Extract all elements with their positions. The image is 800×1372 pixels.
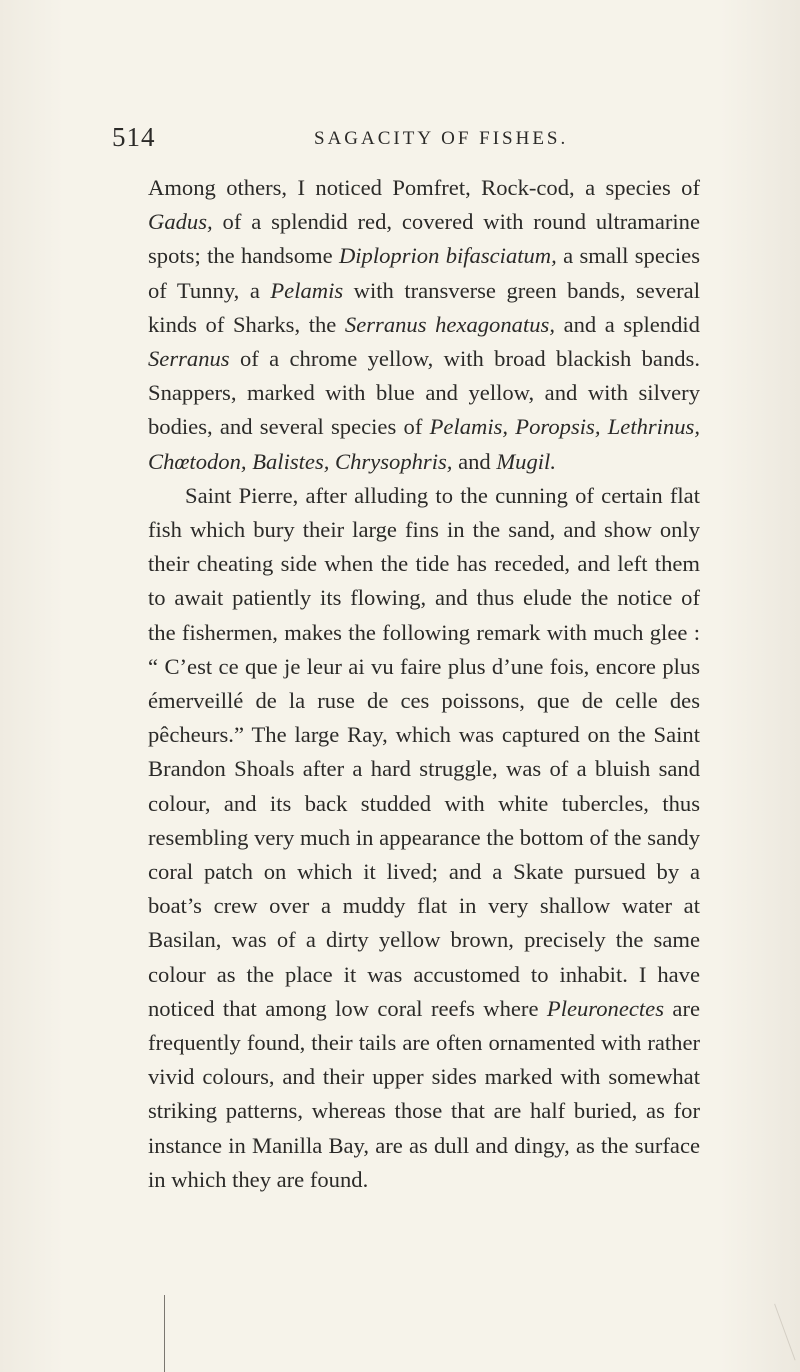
margin-rule [164,1295,165,1372]
text-run: are frequently found, their tails are often ornamented with rather vivid colours, and their upper sides marked with somewhat striking patterns, whereas those that are half buried, as for instance in Manilla Bay, are as dull and dingy, as the surface in which they are found. [148,995,700,1192]
text-run: and [452,448,497,474]
body-text [148,171,700,1197]
text-run: of a splendid red, covered with round ultramarine spots; the handsome [148,209,700,269]
page-header [112,122,732,158]
italic-text: Gadus, [148,209,213,235]
text-run: a small species of Tunny, a [148,243,700,303]
italic-text: Pelamis [270,277,344,303]
text-run: Among others, I noticed Pomfret, Rock-cod, a species of [148,175,700,200]
italic-text: Pelamis, Poropsis, Lethrinus, Chœtodon, Balistes, Chrysophris, [148,414,700,474]
text-run: Saint Pierre, after alluding to the cunning of certain flat fish which bury their large fins in the sand, and show only their cheating side when the tide has receded, and left them to await patiently its flowing, and thus elude the notice of the fishermen, makes the following remark with much glee : “ C’est ce que je leur ai vu faire plus d’une fois, encore plus émerveillé de la ruse de ces poissons, que de celle des pêcheurs.” The large Ray, which was captured on the Saint Brandon Shoals after a hard struggle, was of a bluish sand colour, and its back studded with white tubercles, thus resembling very much in appearance the bottom of the sandy coral patch on which it lived; and a Skate pursued by a boat’s crew over a muddy flat in very shallow water at Basilan, was of a dirty yellow brown, precisely the same colour as the place it was accustomed to inhabit. I have noticed that among low coral reefs where [148,482,700,1021]
page-edge-mark [774,1300,800,1361]
text-run: of a chrome yellow, with broad blackish bands. Snappers, marked with blue and yellow, and with silvery bodies, and several species of [148,346,700,440]
italic-text: Serranus hexagonatus, [344,311,555,337]
paragraph [148,171,700,479]
running-head: SAGACITY OF FISHES. [314,128,569,149]
page-number: 514 [112,122,156,152]
italic-text: Pleuronectes [546,995,664,1021]
italic-text: Diploprion bifasciatum, [338,243,557,269]
italic-text: Mugil. [496,448,556,474]
italic-text: Serranus [148,346,230,372]
text-run: and a splendid [554,311,700,337]
paragraph [148,479,700,1197]
text-run: with transverse green bands, several kinds of Sharks, the [148,277,700,337]
